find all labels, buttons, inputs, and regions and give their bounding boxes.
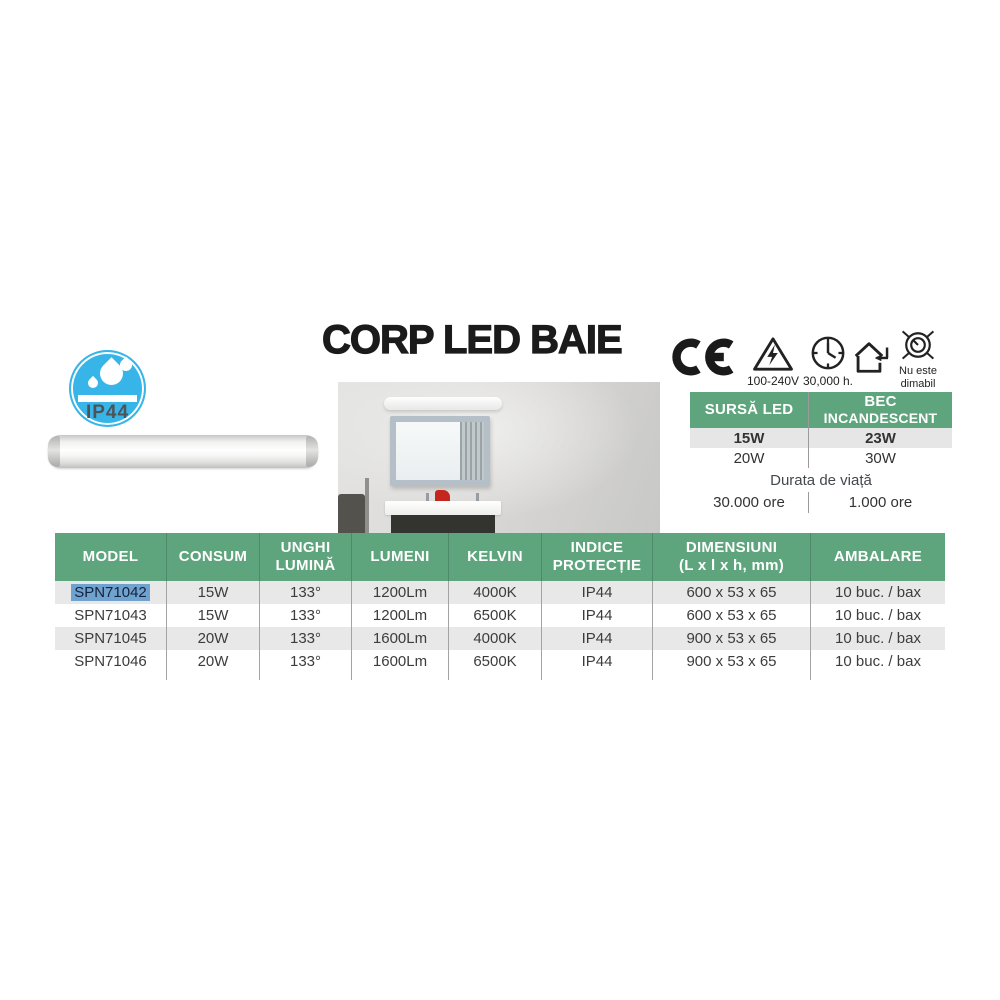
- kelvin-cell: 6500K: [449, 604, 542, 627]
- unghi-cell: 133°: [260, 581, 352, 604]
- lumeni-cell: 1600Lm: [352, 627, 449, 650]
- header-ambalare: AMBALARE: [833, 548, 923, 565]
- comparison-header-bec-line2: INCANDESCENT: [823, 409, 938, 426]
- photo-chair: [338, 494, 365, 533]
- indice-cell: IP44: [542, 604, 653, 627]
- photo-tap: [426, 493, 429, 501]
- dimensiuni-cell: 600 x 53 x 65: [653, 581, 811, 604]
- photo-tap: [476, 493, 479, 501]
- kelvin-cell: 4000K: [449, 581, 542, 604]
- unghi-cell: 133°: [260, 627, 352, 650]
- voltage-label: 100-240V: [746, 374, 800, 388]
- comparison-header-bec-line1: BEC: [864, 393, 897, 411]
- unghi-cell: 133°: [260, 604, 352, 627]
- photo-cabinet: [391, 515, 495, 533]
- ip-rating-label: IP44: [85, 402, 130, 423]
- photo-curtain-reflection: [460, 422, 484, 480]
- comparison-table: [690, 392, 952, 513]
- header-consum: CONSUM: [167, 533, 260, 581]
- badge-divider: [78, 395, 137, 402]
- photo-mirror-glass: [396, 422, 484, 480]
- photo-towel-pole: [365, 478, 369, 533]
- header-kelvin: KELVIN: [449, 533, 542, 581]
- photo-sink-top: [385, 501, 501, 515]
- led-bar-product-image: [48, 435, 318, 468]
- kelvin-cell: 6500K: [449, 650, 542, 673]
- indice-cell: IP44: [542, 650, 653, 673]
- incandescent-watt-value: 30W: [808, 448, 952, 468]
- indice-cell: IP44: [542, 581, 653, 604]
- table-row: [55, 604, 945, 627]
- lifetime-label: Durata de viață: [770, 471, 872, 489]
- bathroom-photo: [338, 382, 660, 533]
- header-dimensiuni: DIMENSIUNI (L x l x h, mm): [653, 533, 811, 581]
- ip44-badge: [69, 350, 146, 427]
- led-lifetime-value: 30.000 ore: [713, 494, 785, 511]
- indoor-use-icon: [848, 338, 890, 376]
- table-row: [55, 650, 945, 673]
- model-cell: SPN71045: [55, 627, 167, 650]
- header-indice-protectie: INDICE PROTECȚIE: [542, 533, 653, 581]
- ambalare-cell: 10 buc. / bax: [835, 653, 921, 670]
- kelvin-cell: 4000K: [449, 627, 542, 650]
- dimensiuni-cell: 600 x 53 x 65: [653, 604, 811, 627]
- model-cell: [55, 581, 167, 604]
- indice-cell: IP44: [542, 627, 653, 650]
- comparison-header-incandescent: [808, 392, 952, 428]
- consum-cell: 20W: [167, 627, 260, 650]
- dimensiuni-cell: 900 x 53 x 65: [653, 650, 811, 673]
- unghi-cell: 133°: [260, 650, 352, 673]
- table-row: [55, 627, 945, 650]
- table-divider-extension: [55, 673, 945, 680]
- photo-mirror: [390, 416, 490, 486]
- led-watt-value: 20W: [733, 449, 765, 467]
- lifetime-row: [690, 492, 952, 513]
- ambalare-cell: 10 buc. / bax: [835, 630, 921, 647]
- selected-model-highlight: SPN71042: [71, 584, 150, 601]
- ambalare-cell: 10 buc. / bax: [835, 584, 921, 601]
- model-cell: SPN71046: [55, 650, 167, 673]
- page-title: CORP LED BAIE: [322, 318, 622, 362]
- comparison-row: [690, 428, 952, 448]
- ce-mark-icon: [670, 332, 744, 382]
- lumeni-cell: 1200Lm: [352, 581, 449, 604]
- lumeni-cell: 1600Lm: [352, 650, 449, 673]
- not-dimmable-icon: [892, 326, 944, 390]
- incandescent-lifetime-value: 1.000 ore: [808, 492, 952, 513]
- consum-cell: 15W: [167, 581, 260, 604]
- incandescent-watt-value: 23W: [808, 428, 952, 448]
- not-dimmable-label-line2: dimabil: [900, 378, 936, 391]
- spec-table-header-row: [55, 533, 945, 581]
- header-unghi-lumina: UNGHI LUMINĂ: [260, 533, 352, 581]
- hours-label: 30,000 h.: [802, 374, 854, 388]
- header-model: MODEL: [55, 533, 167, 581]
- lumeni-cell: 1200Lm: [352, 604, 449, 627]
- comparison-header-led-label: SURSĂ LED: [704, 400, 794, 418]
- model-cell: SPN71043: [55, 604, 167, 627]
- table-row: [55, 581, 945, 604]
- consum-cell: 15W: [167, 604, 260, 627]
- comparison-row: [690, 448, 952, 468]
- ambalare-cell: 10 buc. / bax: [835, 607, 921, 624]
- photo-led-lamp: [384, 397, 502, 410]
- dimensiuni-cell: 900 x 53 x 65: [653, 627, 811, 650]
- consum-cell: 20W: [167, 650, 260, 673]
- led-watt-value: 15W: [733, 429, 765, 447]
- not-dimmable-label-line1: Nu este: [899, 365, 937, 377]
- spec-table: [55, 533, 945, 680]
- voltage-warning-icon: [742, 336, 804, 388]
- comparison-header-row: [690, 392, 952, 428]
- water-drop-icon: [86, 376, 100, 390]
- header-lumeni: LUMENI: [352, 533, 449, 581]
- comparison-header-led: [690, 392, 808, 428]
